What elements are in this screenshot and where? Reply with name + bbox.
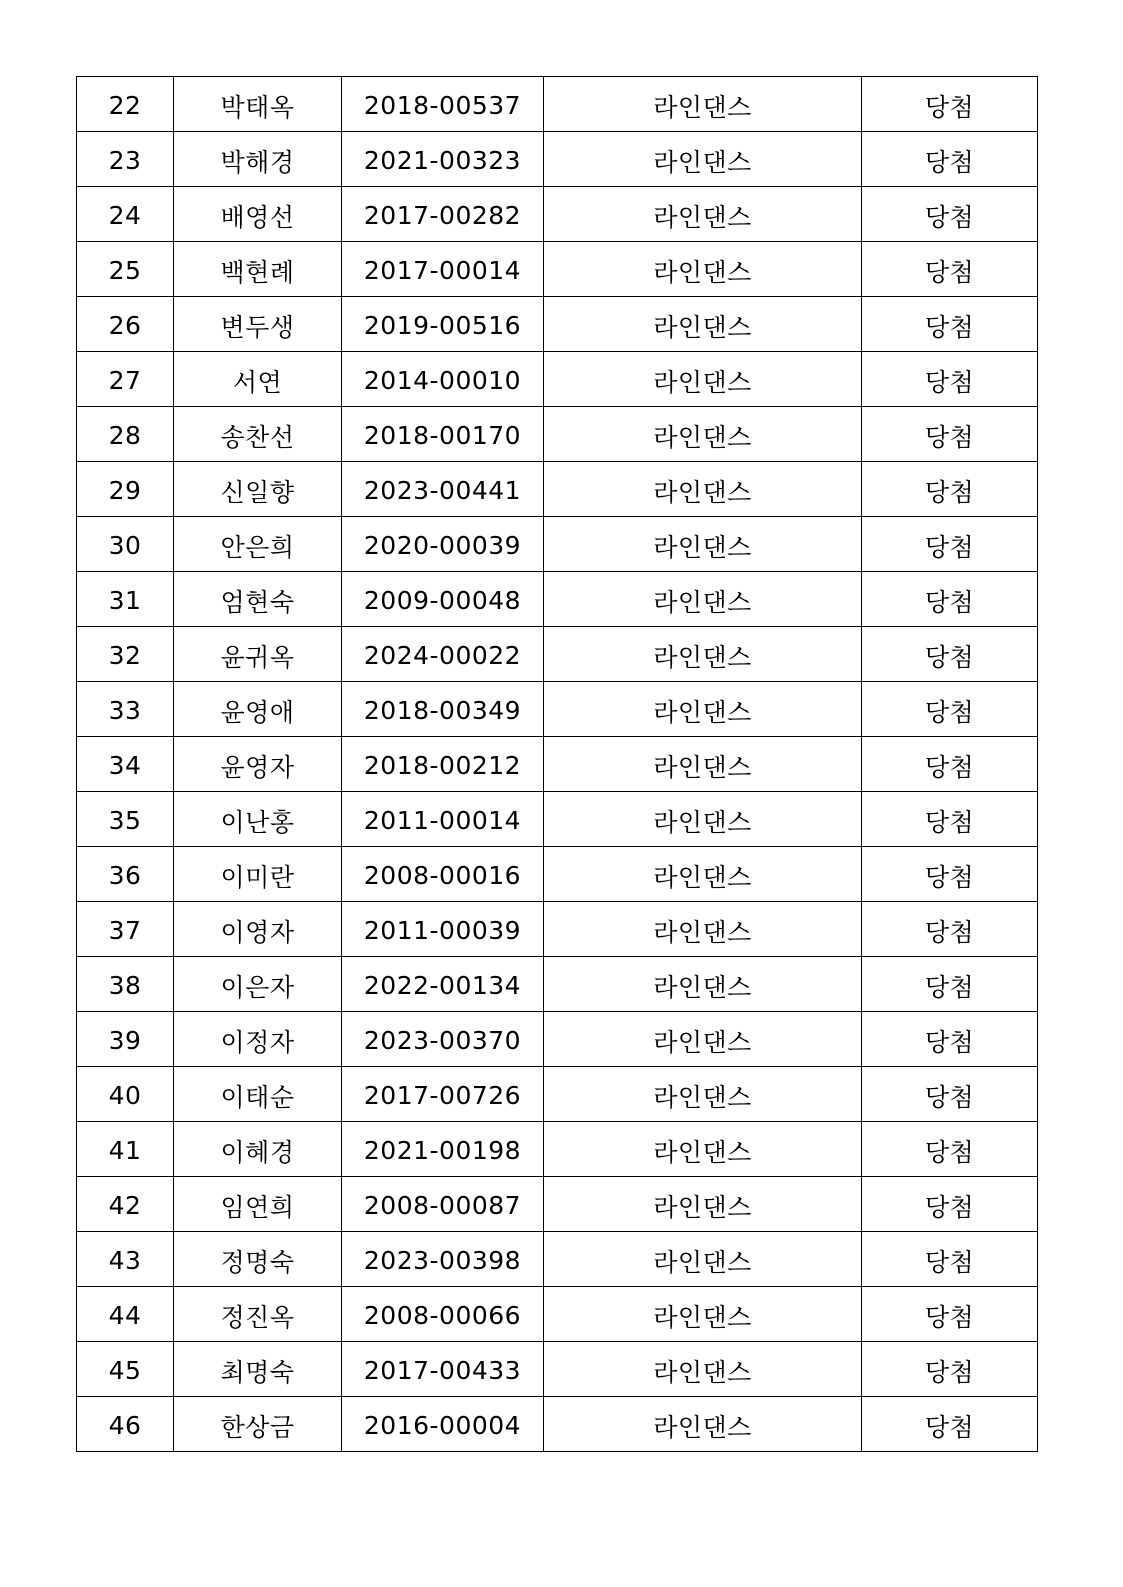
program-name-cell: 라인댄스	[544, 1397, 862, 1452]
table-row	[77, 1122, 1038, 1177]
program-name-cell: 라인댄스	[544, 187, 862, 242]
member-id-cell: 2017-00433	[342, 1342, 544, 1397]
program-name-cell: 라인댄스	[544, 407, 862, 462]
row-number-cell: 42	[77, 1177, 174, 1232]
lottery-result-cell: 당첨	[862, 737, 1038, 792]
row-number-cell: 29	[77, 462, 174, 517]
table-row	[77, 1177, 1038, 1232]
member-id-cell: 2008-00016	[342, 847, 544, 902]
member-id-cell: 2021-00198	[342, 1122, 544, 1177]
program-name-cell: 라인댄스	[544, 132, 862, 187]
lottery-result-cell: 당첨	[862, 187, 1038, 242]
lottery-result-cell: 당첨	[862, 1012, 1038, 1067]
lottery-result-cell: 당첨	[862, 1122, 1038, 1177]
table-row	[77, 77, 1038, 132]
program-name-cell: 라인댄스	[544, 792, 862, 847]
member-id-cell: 2009-00048	[342, 572, 544, 627]
program-name-cell: 라인댄스	[544, 902, 862, 957]
member-name-cell: 윤귀옥	[174, 627, 342, 682]
member-name-cell: 이태순	[174, 1067, 342, 1122]
program-name-cell: 라인댄스	[544, 957, 862, 1012]
member-name-cell: 엄현숙	[174, 572, 342, 627]
member-id-cell: 2008-00066	[342, 1287, 544, 1342]
member-name-cell: 정진옥	[174, 1287, 342, 1342]
row-number-cell: 46	[77, 1397, 174, 1452]
member-name-cell: 박해경	[174, 132, 342, 187]
program-name-cell: 라인댄스	[544, 1287, 862, 1342]
member-id-cell: 2023-00441	[342, 462, 544, 517]
lottery-result-cell: 당첨	[862, 1397, 1038, 1452]
member-name-cell: 윤영애	[174, 682, 342, 737]
row-number-cell: 41	[77, 1122, 174, 1177]
table-row	[77, 847, 1038, 902]
table-row	[77, 682, 1038, 737]
member-name-cell: 이정자	[174, 1012, 342, 1067]
row-number-cell: 40	[77, 1067, 174, 1122]
table-row	[77, 902, 1038, 957]
member-name-cell: 신일향	[174, 462, 342, 517]
table-row	[77, 462, 1038, 517]
program-name-cell: 라인댄스	[544, 77, 862, 132]
row-number-cell: 24	[77, 187, 174, 242]
member-name-cell: 안은희	[174, 517, 342, 572]
table-row	[77, 352, 1038, 407]
member-id-cell: 2008-00087	[342, 1177, 544, 1232]
member-id-cell: 2019-00516	[342, 297, 544, 352]
row-number-cell: 38	[77, 957, 174, 1012]
program-name-cell: 라인댄스	[544, 242, 862, 297]
member-name-cell: 이미란	[174, 847, 342, 902]
member-id-cell: 2016-00004	[342, 1397, 544, 1452]
lottery-result-cell: 당첨	[862, 1067, 1038, 1122]
table-row	[77, 1012, 1038, 1067]
lottery-result-cell: 당첨	[862, 242, 1038, 297]
member-name-cell: 이영자	[174, 902, 342, 957]
member-id-cell: 2021-00323	[342, 132, 544, 187]
lottery-result-cell: 당첨	[862, 517, 1038, 572]
member-id-cell: 2014-00010	[342, 352, 544, 407]
program-name-cell: 라인댄스	[544, 462, 862, 517]
member-id-cell: 2017-00282	[342, 187, 544, 242]
row-number-cell: 34	[77, 737, 174, 792]
member-id-cell: 2017-00014	[342, 242, 544, 297]
member-id-cell: 2020-00039	[342, 517, 544, 572]
program-name-cell: 라인댄스	[544, 352, 862, 407]
program-name-cell: 라인댄스	[544, 1232, 862, 1287]
member-id-cell: 2017-00726	[342, 1067, 544, 1122]
member-id-cell: 2023-00370	[342, 1012, 544, 1067]
lottery-result-cell: 당첨	[862, 407, 1038, 462]
program-name-cell: 라인댄스	[544, 1122, 862, 1177]
row-number-cell: 43	[77, 1232, 174, 1287]
member-name-cell: 배영선	[174, 187, 342, 242]
table-row	[77, 242, 1038, 297]
row-number-cell: 33	[77, 682, 174, 737]
row-number-cell: 32	[77, 627, 174, 682]
table-row	[77, 1342, 1038, 1397]
member-name-cell: 이난홍	[174, 792, 342, 847]
lottery-result-cell: 당첨	[862, 297, 1038, 352]
member-name-cell: 윤영자	[174, 737, 342, 792]
member-name-cell: 백현례	[174, 242, 342, 297]
lottery-result-cell: 당첨	[862, 1287, 1038, 1342]
table-row	[77, 132, 1038, 187]
program-name-cell: 라인댄스	[544, 517, 862, 572]
member-name-cell: 정명숙	[174, 1232, 342, 1287]
table-row	[77, 187, 1038, 242]
row-number-cell: 25	[77, 242, 174, 297]
member-id-cell: 2018-00212	[342, 737, 544, 792]
lottery-result-cell: 당첨	[862, 792, 1038, 847]
member-id-cell: 2018-00349	[342, 682, 544, 737]
lottery-result-cell: 당첨	[862, 77, 1038, 132]
row-number-cell: 31	[77, 572, 174, 627]
program-name-cell: 라인댄스	[544, 737, 862, 792]
row-number-cell: 39	[77, 1012, 174, 1067]
member-name-cell: 이은자	[174, 957, 342, 1012]
program-name-cell: 라인댄스	[544, 1342, 862, 1397]
row-number-cell: 23	[77, 132, 174, 187]
lottery-result-cell: 당첨	[862, 1342, 1038, 1397]
row-number-cell: 37	[77, 902, 174, 957]
row-number-cell: 30	[77, 517, 174, 572]
table-row	[77, 517, 1038, 572]
row-number-cell: 36	[77, 847, 174, 902]
member-name-cell: 최명숙	[174, 1342, 342, 1397]
member-id-cell: 2022-00134	[342, 957, 544, 1012]
row-number-cell: 22	[77, 77, 174, 132]
lottery-result-cell: 당첨	[862, 132, 1038, 187]
member-id-cell: 2011-00039	[342, 902, 544, 957]
member-id-cell: 2023-00398	[342, 1232, 544, 1287]
row-number-cell: 35	[77, 792, 174, 847]
program-name-cell: 라인댄스	[544, 1012, 862, 1067]
row-number-cell: 26	[77, 297, 174, 352]
program-name-cell: 라인댄스	[544, 682, 862, 737]
member-name-cell: 변두생	[174, 297, 342, 352]
member-name-cell: 임연희	[174, 1177, 342, 1232]
table-row	[77, 1287, 1038, 1342]
lottery-result-cell: 당첨	[862, 462, 1038, 517]
table-row	[77, 407, 1038, 462]
row-number-cell: 45	[77, 1342, 174, 1397]
row-number-cell: 28	[77, 407, 174, 462]
table-row	[77, 627, 1038, 682]
member-name-cell: 박태옥	[174, 77, 342, 132]
program-name-cell: 라인댄스	[544, 627, 862, 682]
lottery-result-cell: 당첨	[862, 847, 1038, 902]
member-id-cell: 2011-00014	[342, 792, 544, 847]
lottery-result-cell: 당첨	[862, 1177, 1038, 1232]
lottery-result-cell: 당첨	[862, 352, 1038, 407]
row-number-cell: 27	[77, 352, 174, 407]
lottery-result-cell: 당첨	[862, 682, 1038, 737]
member-id-cell: 2024-00022	[342, 627, 544, 682]
member-name-cell: 송찬선	[174, 407, 342, 462]
member-id-cell: 2018-00170	[342, 407, 544, 462]
program-name-cell: 라인댄스	[544, 572, 862, 627]
program-name-cell: 라인댄스	[544, 847, 862, 902]
row-number-cell: 44	[77, 1287, 174, 1342]
lottery-result-cell: 당첨	[862, 1232, 1038, 1287]
lottery-result-cell: 당첨	[862, 957, 1038, 1012]
table-row	[77, 1067, 1038, 1122]
program-name-cell: 라인댄스	[544, 1067, 862, 1122]
table-row	[77, 957, 1038, 1012]
lottery-result-cell: 당첨	[862, 572, 1038, 627]
program-name-cell: 라인댄스	[544, 1177, 862, 1232]
table-row	[77, 792, 1038, 847]
lottery-result-cell: 당첨	[862, 627, 1038, 682]
program-name-cell: 라인댄스	[544, 297, 862, 352]
table-row	[77, 297, 1038, 352]
member-id-cell: 2018-00537	[342, 77, 544, 132]
table-row	[77, 572, 1038, 627]
table-body	[77, 77, 1038, 1452]
table-row	[77, 1397, 1038, 1452]
table-row	[77, 737, 1038, 792]
lottery-result-table	[76, 76, 1038, 1452]
member-name-cell: 이혜경	[174, 1122, 342, 1177]
member-name-cell: 서연	[174, 352, 342, 407]
lottery-result-cell: 당첨	[862, 902, 1038, 957]
member-name-cell: 한상금	[174, 1397, 342, 1452]
table-row	[77, 1232, 1038, 1287]
